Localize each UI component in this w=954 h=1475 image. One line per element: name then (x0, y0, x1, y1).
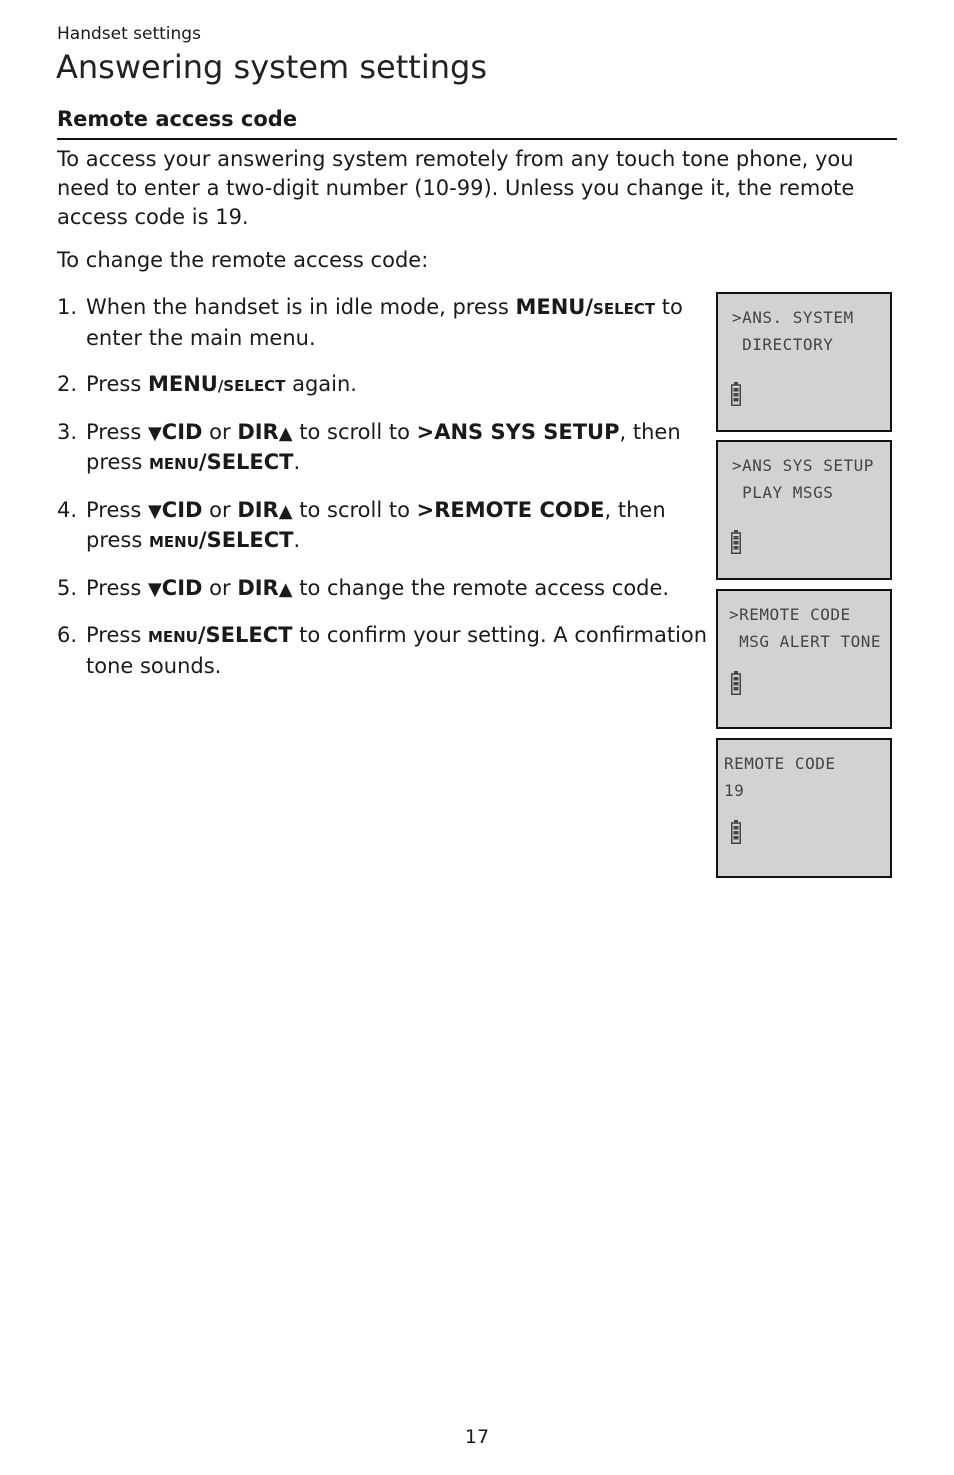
up-arrow-icon: ▲ (278, 501, 293, 522)
lcd-screen-1: >ANS. SYSTEM DIRECTORY (716, 292, 892, 432)
sub-heading: Remote access code (57, 107, 298, 131)
battery-icon (731, 820, 741, 844)
down-arrow-icon: ▼ (147, 579, 162, 600)
battery-icon (731, 530, 741, 554)
step-4: 4. Press ▼CID or DIR▲ to scroll to >REMOTE CODE, then press MENU/SELECT. (57, 498, 666, 552)
page-number: 17 (464, 1426, 490, 1448)
lead-paragraph: To change the remote access code: (57, 248, 429, 272)
up-arrow-icon: ▲ (278, 579, 293, 600)
down-arrow-icon: ▼ (147, 423, 162, 444)
battery-icon (731, 671, 741, 695)
battery-icon (731, 382, 741, 406)
up-arrow-icon: ▲ (278, 423, 293, 444)
lcd-screen-4: REMOTE CODE 19 (716, 738, 892, 878)
heading-rule (57, 138, 897, 140)
lcd-screen-2: >ANS SYS SETUP PLAY MSGS (716, 440, 892, 580)
section-label: Handset settings (57, 24, 201, 44)
steps-list (57, 293, 717, 698)
step-1: 1. When the handset is in idle mode, press MENU/SELECT to enter the main menu. (57, 295, 683, 350)
down-arrow-icon: ▼ (147, 501, 162, 522)
step-5: 5. Press ▼CID or DIR▲ to change the remote access code. (57, 576, 670, 600)
step-6: 6. Press MENU/SELECT to confirm your setting. A confirmation tone sounds. (57, 623, 708, 678)
page-title: Answering system settings (56, 48, 487, 86)
intro-paragraph: To access your answering system remotely from any touch tone phone, you need to enter a two-digit number (10-99). Unless you change it, the remote access code is 19. (57, 147, 855, 229)
lcd-screen-3: >REMOTE CODE MSG ALERT TONE (716, 589, 892, 729)
step-3: 3. Press ▼CID or DIR▲ to scroll to >ANS SYS SETUP, then press MENU/SELECT. (57, 420, 681, 474)
step-2: 2. Press MENU/SELECT again. (57, 372, 357, 396)
